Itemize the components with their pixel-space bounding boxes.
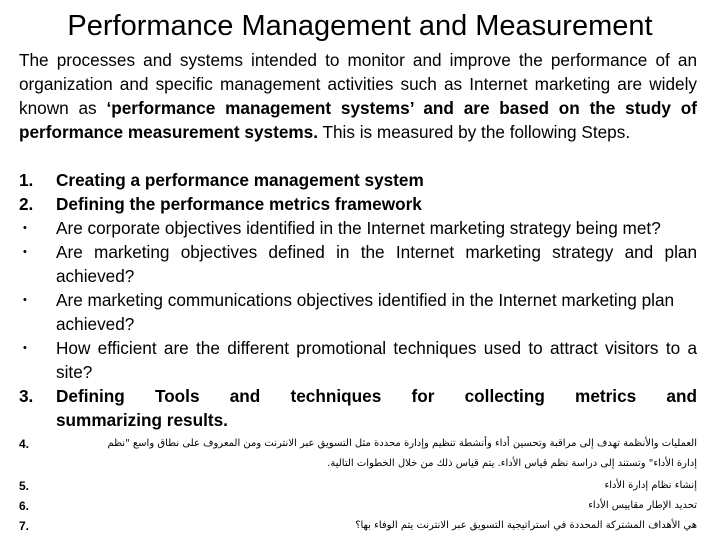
bullet-icon: •	[23, 294, 27, 306]
list-marker: 1.	[19, 170, 34, 190]
list-item-text: Are marketing objectives defined in the Internet marketing strategy and plan	[56, 242, 697, 262]
list-marker: 7.	[19, 519, 30, 533]
intro-bold-text: ‘performance management systems’ and are based on the study of performance measurement systems.	[19, 98, 697, 142]
page-title: Performance Management and Measurement	[67, 10, 653, 42]
arabic-item-text: تحديد الإطار مقاييس الأداء	[588, 500, 697, 511]
arabic-item-text: إنشاء نظام إدارة الأداء	[604, 480, 697, 491]
list-item-text: achieved?	[56, 314, 135, 334]
intro-paragraph	[19, 48, 697, 144]
list-item-text: summarizing results.	[56, 410, 228, 430]
list-marker: 5.	[19, 479, 30, 493]
bullet-icon: •	[23, 222, 27, 234]
list-item-text: Defining Tools and techniques for collecting metrics and	[56, 386, 697, 406]
intro-text: The processes and systems intended to monitor and improve the performance of an organization and specific management activities such as Internet marketing are widely known as	[19, 50, 697, 118]
bullet-icon: •	[23, 342, 27, 354]
list-item-text: Defining the performance metrics framework	[56, 194, 422, 214]
list-item-text: Creating a performance management system	[56, 170, 424, 190]
list-item-text: Are marketing communications objectives identified in the Internet marketing plan	[56, 290, 675, 310]
list-item-text: site?	[56, 362, 93, 382]
list-item-text: How efficient are the different promotional techniques used to attract visitors to a	[56, 338, 697, 358]
list-marker: 3.	[19, 386, 34, 406]
list-marker: 4.	[19, 437, 30, 451]
list-marker: 6.	[19, 499, 30, 513]
list-item-text: achieved?	[56, 266, 135, 286]
arabic-item-text: إدارة الأداء" وتستند إلى دراسة نظم قياس الأداء. يتم قياس ذلك من خلال الخطوات التالية.	[327, 458, 697, 469]
bullet-icon: •	[23, 246, 27, 258]
intro-text-end: This is measured by the following Steps.	[318, 122, 631, 142]
arabic-item-text: هي الأهداف المشتركة المحددة في استراتيجية التسويق عبر الانترنت يتم الوفاء بها؟	[355, 520, 697, 531]
list-marker: 2.	[19, 194, 34, 214]
list-item-text: Are corporate objectives identified in the Internet marketing strategy being met?	[56, 218, 661, 238]
arabic-item-text: العمليات والأنظمة تهدف إلى مراقبة وتحسين أداء وأنشطة تنظيم وإدارة محددة مثل التسويق عبر الانترنت ومن المعروف على نطاق واسع "نظم	[107, 438, 697, 449]
